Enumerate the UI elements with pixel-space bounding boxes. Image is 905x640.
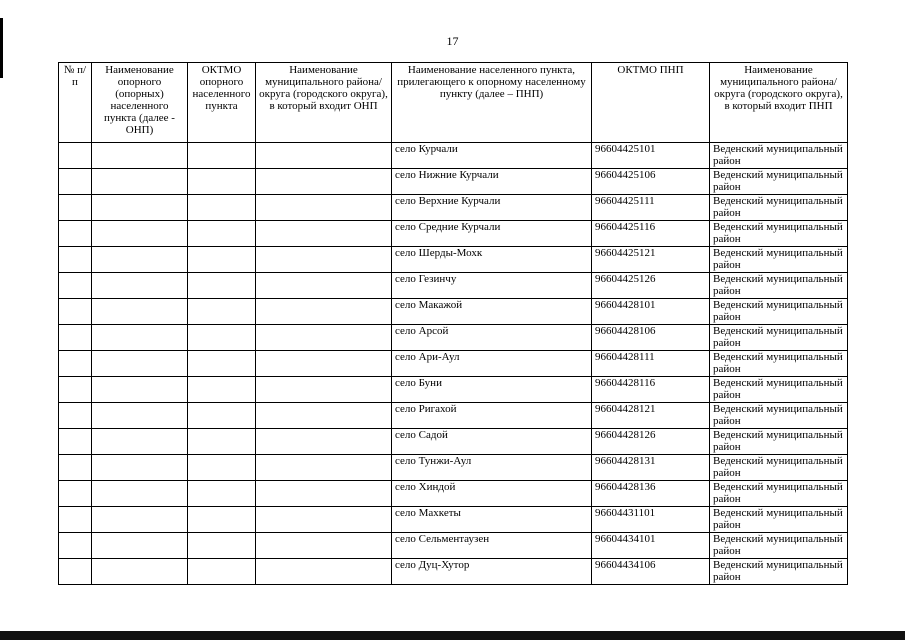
cell-onp-oktmo — [188, 325, 256, 351]
cell-number — [59, 325, 92, 351]
header-onp-name: Наименование опорного (опорных) населенного пункта (далее - ОНП) — [92, 63, 188, 143]
cell-onp-oktmo — [188, 299, 256, 325]
cell-onp-district — [256, 169, 392, 195]
table-body — [59, 143, 848, 585]
cell-number — [59, 351, 92, 377]
cell-number — [59, 195, 92, 221]
header-onp-oktmo: ОКТМО опорного населенного пункта — [188, 63, 256, 143]
cell-onp-oktmo — [188, 169, 256, 195]
cell-pnp-name: село Тунжи-Аул — [392, 455, 592, 481]
cell-pnp-district: Веденский муниципальный район — [710, 403, 848, 429]
cell-pnp-district: Веденский муниципальный район — [710, 221, 848, 247]
cell-pnp-oktmo: 96604428131 — [592, 455, 710, 481]
cell-onp-name — [92, 195, 188, 221]
table-row — [59, 351, 848, 377]
cell-pnp-district: Веденский муниципальный район — [710, 455, 848, 481]
cell-pnp-oktmo: 96604428106 — [592, 325, 710, 351]
cell-pnp-oktmo: 96604425121 — [592, 247, 710, 273]
cell-onp-name — [92, 325, 188, 351]
table-row — [59, 533, 848, 559]
cell-pnp-oktmo: 96604425126 — [592, 273, 710, 299]
cell-onp-oktmo — [188, 377, 256, 403]
cell-onp-name — [92, 273, 188, 299]
cell-pnp-oktmo: 96604434101 — [592, 533, 710, 559]
cell-onp-name — [92, 507, 188, 533]
cell-pnp-district: Веденский муниципальный район — [710, 325, 848, 351]
cell-pnp-name: село Средние Курчали — [392, 221, 592, 247]
table-row — [59, 273, 848, 299]
cell-onp-name — [92, 299, 188, 325]
table-row — [59, 429, 848, 455]
cell-onp-name — [92, 377, 188, 403]
cell-pnp-name: село Дуц-Хутор — [392, 559, 592, 585]
cell-pnp-name: село Верхние Курчали — [392, 195, 592, 221]
cell-onp-oktmo — [188, 429, 256, 455]
cell-onp-district — [256, 143, 392, 169]
cell-onp-name — [92, 351, 188, 377]
header-pnp-name: Наименование населенного пункта, прилегающего к опорному населенному пункту (далее – ПНП) — [392, 63, 592, 143]
cell-onp-oktmo — [188, 143, 256, 169]
table-row — [59, 247, 848, 273]
cell-onp-oktmo — [188, 351, 256, 377]
cell-pnp-district: Веденский муниципальный район — [710, 273, 848, 299]
cell-pnp-name: село Нижние Курчали — [392, 169, 592, 195]
cell-onp-oktmo — [188, 481, 256, 507]
cell-number — [59, 533, 92, 559]
cell-pnp-name: село Ригахой — [392, 403, 592, 429]
cell-onp-name — [92, 143, 188, 169]
cell-onp-name — [92, 455, 188, 481]
cell-onp-district — [256, 377, 392, 403]
cell-onp-oktmo — [188, 507, 256, 533]
cell-onp-name — [92, 429, 188, 455]
cell-number — [59, 247, 92, 273]
table-header-row — [59, 63, 848, 143]
cell-onp-name — [92, 533, 188, 559]
cell-pnp-name: село Садой — [392, 429, 592, 455]
cell-pnp-oktmo: 96604428101 — [592, 299, 710, 325]
cell-onp-oktmo — [188, 221, 256, 247]
cell-onp-oktmo — [188, 403, 256, 429]
cell-pnp-oktmo: 96604431101 — [592, 507, 710, 533]
header-onp-district: Наименование муниципального района/округа (городского округа), в который входит ОНП — [256, 63, 392, 143]
table-row — [59, 195, 848, 221]
table-row — [59, 377, 848, 403]
cell-number — [59, 273, 92, 299]
cell-onp-oktmo — [188, 559, 256, 585]
cell-pnp-name: село Курчали — [392, 143, 592, 169]
table-row — [59, 221, 848, 247]
cell-pnp-oktmo: 96604428116 — [592, 377, 710, 403]
header-number: № п/п — [59, 63, 92, 143]
header-pnp-district: Наименование муниципального района/округа (городского округа), в который входит ПНП — [710, 63, 848, 143]
cell-onp-district — [256, 507, 392, 533]
cell-pnp-oktmo: 96604425111 — [592, 195, 710, 221]
table-row — [59, 455, 848, 481]
cell-onp-district — [256, 221, 392, 247]
scan-edge-bottom — [0, 631, 905, 640]
cell-onp-district — [256, 533, 392, 559]
table-row — [59, 507, 848, 533]
cell-pnp-district: Веденский муниципальный район — [710, 481, 848, 507]
cell-number — [59, 403, 92, 429]
cell-number — [59, 169, 92, 195]
cell-pnp-name: село Арсой — [392, 325, 592, 351]
cell-onp-oktmo — [188, 247, 256, 273]
table-row — [59, 325, 848, 351]
cell-onp-district — [256, 559, 392, 585]
cell-onp-name — [92, 403, 188, 429]
cell-pnp-oktmo: 96604428126 — [592, 429, 710, 455]
cell-number — [59, 429, 92, 455]
cell-number — [59, 377, 92, 403]
cell-onp-district — [256, 273, 392, 299]
cell-pnp-name: село Буни — [392, 377, 592, 403]
cell-pnp-oktmo: 96604428121 — [592, 403, 710, 429]
cell-pnp-name: село Шерды-Мохк — [392, 247, 592, 273]
cell-number — [59, 299, 92, 325]
cell-pnp-oktmo: 96604428111 — [592, 351, 710, 377]
cell-onp-district — [256, 403, 392, 429]
cell-pnp-oktmo: 96604425106 — [592, 169, 710, 195]
cell-number — [59, 507, 92, 533]
cell-pnp-name: село Хиндой — [392, 481, 592, 507]
cell-onp-district — [256, 455, 392, 481]
page-number: 17 — [446, 34, 459, 48]
header-pnp-oktmo: ОКТМО ПНП — [592, 63, 710, 143]
cell-onp-oktmo — [188, 195, 256, 221]
table-row — [59, 481, 848, 507]
cell-pnp-district: Веденский муниципальный район — [710, 247, 848, 273]
cell-onp-district — [256, 247, 392, 273]
cell-pnp-district: Веденский муниципальный район — [710, 195, 848, 221]
table-row — [59, 403, 848, 429]
cell-onp-district — [256, 429, 392, 455]
cell-pnp-oktmo: 96604425101 — [592, 143, 710, 169]
cell-number — [59, 143, 92, 169]
cell-pnp-name: село Макажой — [392, 299, 592, 325]
table-row — [59, 169, 848, 195]
cell-number — [59, 455, 92, 481]
cell-onp-district — [256, 325, 392, 351]
cell-onp-name — [92, 559, 188, 585]
cell-pnp-oktmo: 96604434106 — [592, 559, 710, 585]
cell-pnp-name: село Махкеты — [392, 507, 592, 533]
cell-onp-name — [92, 169, 188, 195]
cell-onp-name — [92, 247, 188, 273]
cell-number — [59, 481, 92, 507]
settlements-table — [58, 62, 848, 585]
table-row — [59, 143, 848, 169]
cell-onp-oktmo — [188, 533, 256, 559]
cell-onp-oktmo — [188, 273, 256, 299]
cell-pnp-district: Веденский муниципальный район — [710, 533, 848, 559]
cell-number — [59, 221, 92, 247]
cell-pnp-district: Веденский муниципальный район — [710, 429, 848, 455]
cell-pnp-name: село Ари-Аул — [392, 351, 592, 377]
cell-onp-name — [92, 481, 188, 507]
cell-pnp-district: Веденский муниципальный район — [710, 299, 848, 325]
cell-onp-name — [92, 221, 188, 247]
cell-onp-district — [256, 351, 392, 377]
cell-pnp-district: Веденский муниципальный район — [710, 507, 848, 533]
cell-pnp-district: Веденский муниципальный район — [710, 351, 848, 377]
cell-pnp-district: Веденский муниципальный район — [710, 169, 848, 195]
cell-pnp-name: село Гезинчу — [392, 273, 592, 299]
cell-onp-district — [256, 481, 392, 507]
cell-pnp-district: Веденский муниципальный район — [710, 143, 848, 169]
cell-number — [59, 559, 92, 585]
cell-onp-oktmo — [188, 455, 256, 481]
cell-pnp-district: Веденский муниципальный район — [710, 377, 848, 403]
cell-pnp-oktmo: 96604428136 — [592, 481, 710, 507]
cell-onp-district — [256, 299, 392, 325]
cell-pnp-district: Веденский муниципальный район — [710, 559, 848, 585]
cell-pnp-oktmo: 96604425116 — [592, 221, 710, 247]
table-row — [59, 559, 848, 585]
cell-onp-district — [256, 195, 392, 221]
cell-pnp-name: село Сельментаузен — [392, 533, 592, 559]
table-row — [59, 299, 848, 325]
